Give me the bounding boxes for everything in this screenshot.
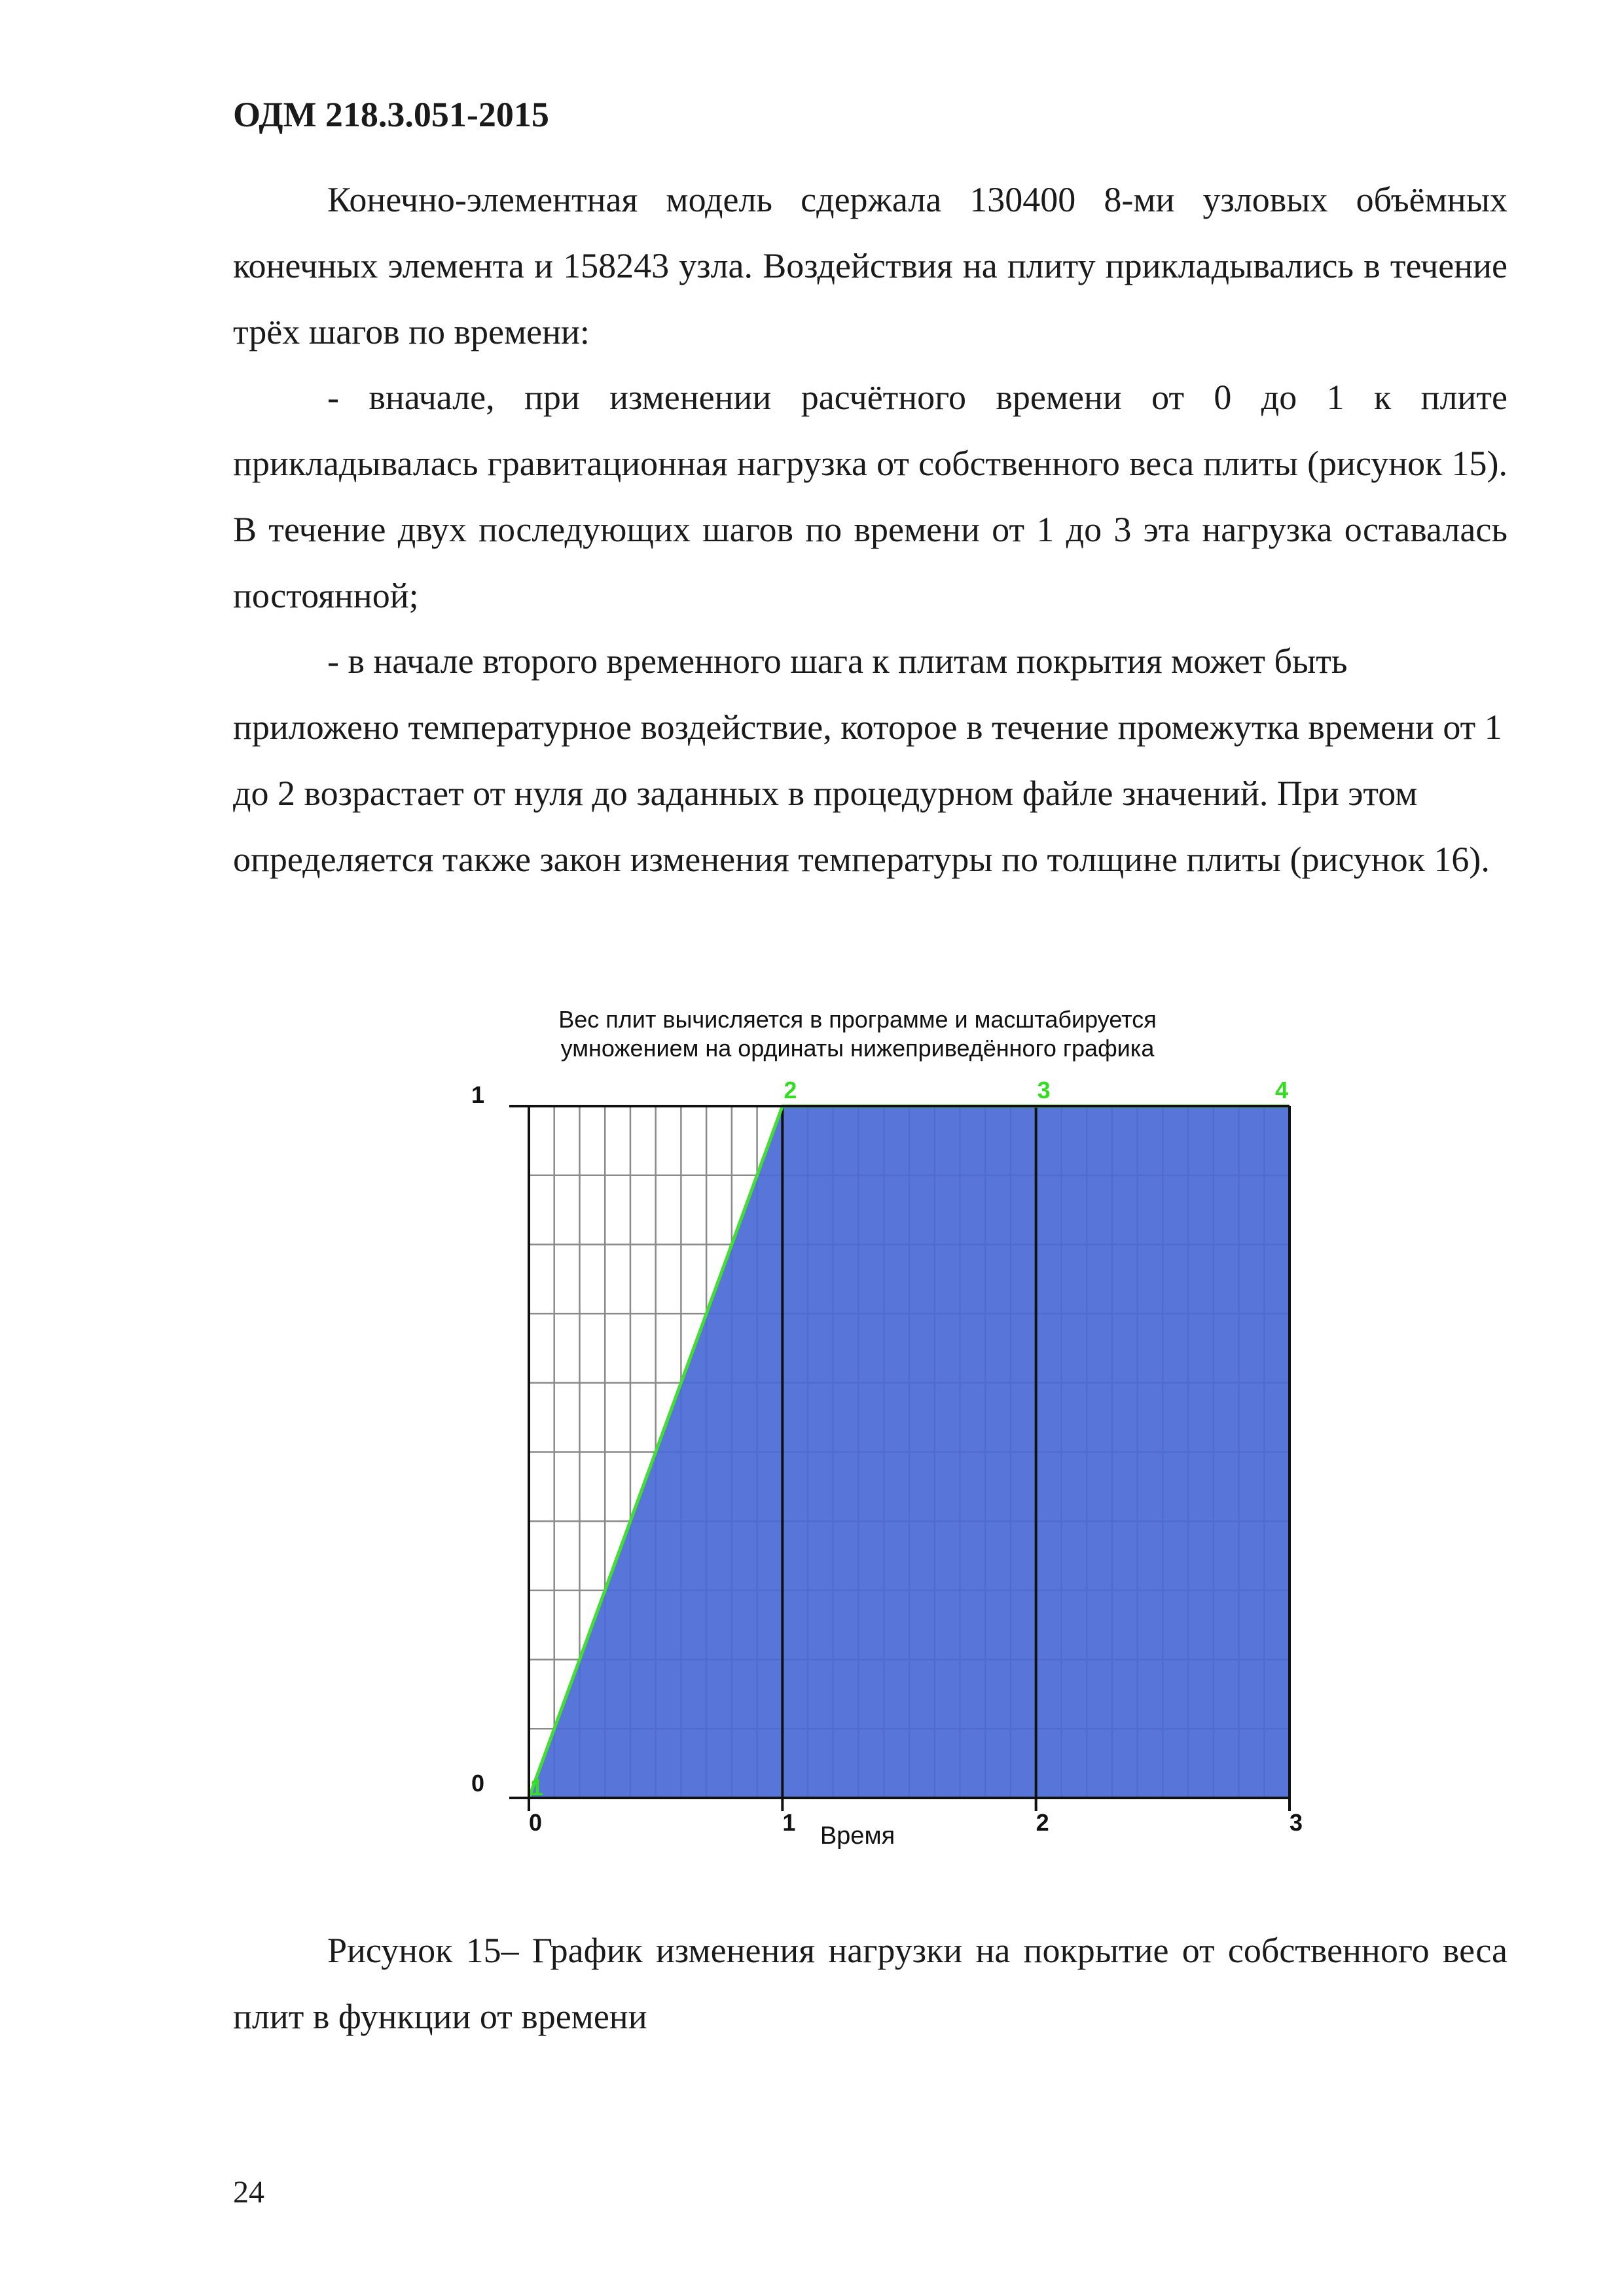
- paragraph-gravity-load: [233, 365, 1507, 629]
- x-tick-label: 2: [1036, 1809, 1049, 1836]
- paragraph-1-text: Конечно-элементная модель сдержала 130400 8-ми узловых объёмных конечных элемента и 158243 узла. Воздействия на плиту прикладывались в течение трёх шагов по времени:: [233, 180, 1507, 351]
- paragraph-3-text: - в начале второго временного шага к плитам покрытия может быть приложено температурное воздействие, которое в течение промежутка времени от 1 до 2 возрастает от нуля до заданных в процедурном файле значений. При этом определяется также закон изменения температуры по толщине плиты (рисунок 16).: [233, 641, 1502, 879]
- y-tick-label: 1: [471, 1081, 485, 1108]
- x-tick-label: 1: [782, 1809, 796, 1836]
- x-tick-label: 3: [1289, 1809, 1303, 1836]
- figure-caption-text: Рисунок 15– График изменения нагрузки на покрытие от собственного веса плит в функции от времени: [233, 1931, 1507, 2036]
- load-time-chart: [0, 982, 1624, 1872]
- document-code-header: ОДМ 218.3.051-2015: [233, 95, 549, 134]
- page-number: 24: [233, 2175, 264, 2210]
- x-tick-label: 0: [528, 1809, 543, 1836]
- y-tick-label: 0: [471, 1770, 485, 1797]
- point-label: 3: [1037, 1077, 1051, 1103]
- point-label: 2: [784, 1077, 797, 1103]
- paragraph-model-description: [233, 167, 1507, 365]
- chart-title-line: Вес плит вычисляется в программе и масштабируется: [558, 1006, 1157, 1033]
- paragraph-temperature-load: [233, 628, 1507, 893]
- chart-title-line: умножением на ординаты нижеприведённого графика: [560, 1035, 1155, 1062]
- paragraph-2-text: - вначале, при изменении расчётного времени от 0 до 1 к плите прикладывалась гравитационная нагрузка от собственного веса плиты (рисунок 15). В течение двух последующих шагов по времени от 1 до 3 эта нагрузка оставалась постоянной;: [233, 378, 1507, 615]
- x-axis-label: Время: [820, 1822, 895, 1850]
- point-label: 1: [530, 1774, 544, 1801]
- point-label: 4: [1274, 1077, 1289, 1103]
- figure-caption: [233, 1918, 1507, 2050]
